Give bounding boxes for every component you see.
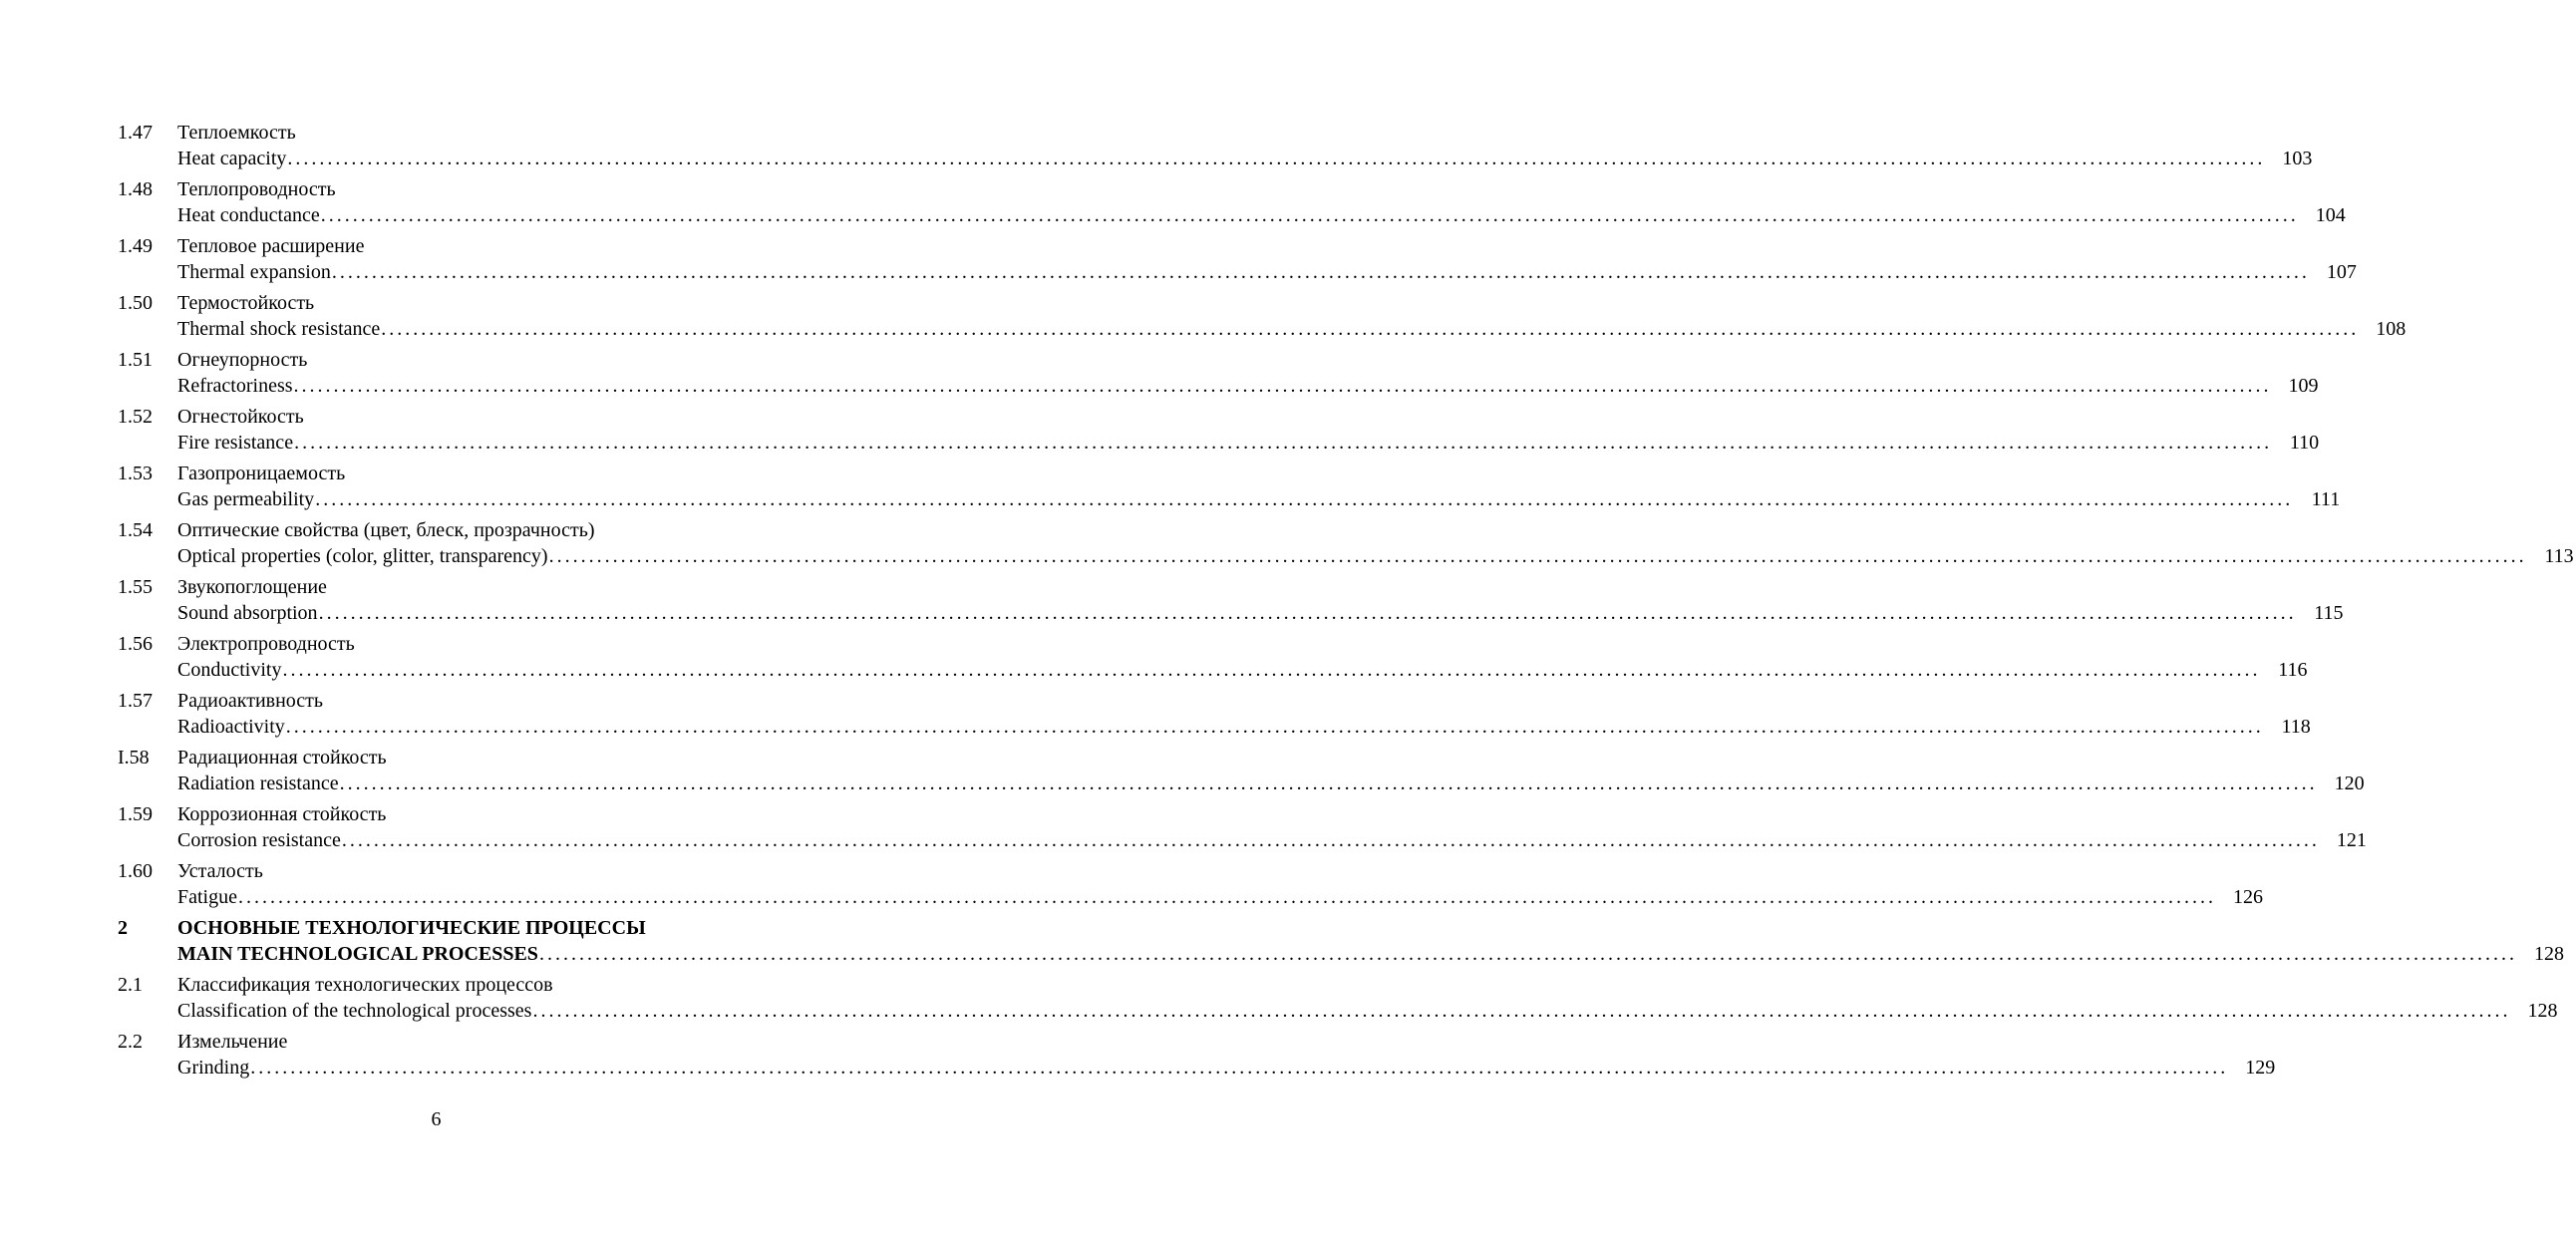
toc-entry[interactable] [118, 631, 2308, 683]
toc-entry-number: 1.47 [118, 122, 153, 144]
toc-chapter-page: 128 [2533, 943, 2564, 965]
toc-entry[interactable] [118, 858, 2263, 910]
toc-entry-page: 108 [2376, 318, 2407, 340]
toc-entry-title-ru: Огнестойкость [177, 406, 304, 428]
toc-entry-page: 129 [2245, 1057, 2276, 1079]
toc-entry-page: 120 [2334, 773, 2365, 794]
toc-entry[interactable] [118, 517, 2574, 569]
dot-leader [315, 486, 2293, 512]
toc-entry-number: 1.56 [118, 633, 153, 655]
toc-entry-title-en: Conductivity [177, 659, 282, 681]
toc-entry-title-en: Thermal expansion [177, 261, 331, 283]
toc-entry[interactable] [118, 461, 2341, 512]
toc-chapter-title-ru: ОСНОВНЫЕ ТЕХНОЛОГИЧЕСКИЕ ПРОЦЕССЫ [177, 917, 646, 939]
toc-chapter-title-en: MAIN TECHNOLOGICAL PROCESSES [177, 943, 538, 965]
toc-entry-title-en: Fatigue [177, 886, 237, 908]
toc-entry-title-ru: Радиационная стойкость [177, 747, 387, 769]
toc-entry-number: 1.50 [118, 292, 153, 314]
toc-entry-title-en: Fire resistance [177, 432, 294, 454]
toc-entry[interactable] [118, 233, 2357, 285]
toc-entry-title-ru: Термостойкость [177, 292, 315, 314]
dot-leader [342, 827, 2320, 853]
toc-entry-page: 118 [2281, 716, 2311, 738]
toc-entry[interactable] [118, 972, 2558, 1024]
toc-entry-title-ru: Теплоемкость [177, 122, 296, 144]
toc-entry-page: 116 [2278, 659, 2308, 681]
toc-entry-title-en: Classification of the technological processes [177, 1000, 532, 1022]
toc-entry[interactable] [118, 801, 2367, 853]
dot-leader [238, 884, 2216, 910]
toc-chapter-number: 2 [118, 917, 128, 939]
toc-entry-page: 121 [2336, 829, 2367, 851]
toc-entry-page: 104 [2315, 204, 2346, 226]
dot-leader [332, 259, 2310, 285]
toc-entry[interactable] [118, 290, 2407, 342]
toc-entry-page: 103 [2282, 148, 2313, 169]
toc-entry[interactable] [118, 404, 2320, 456]
dot-leader [549, 543, 2527, 569]
toc-entry-title-ru: Газопроницаемость [177, 463, 346, 484]
toc-entry-title-en: Thermal shock resistance [177, 318, 381, 340]
toc-entry-title-ru: Тепловое расширение [177, 235, 365, 257]
toc-entry[interactable] [118, 1029, 2276, 1081]
dot-leader [286, 714, 2264, 740]
toc-entry-title-en: Heat capacity [177, 148, 287, 169]
dot-leader [532, 998, 2510, 1024]
toc-entry-title-en: Radiation resistance [177, 773, 339, 794]
toc-entry-title-en: Sound absorption [177, 602, 318, 624]
toc-entry[interactable] [118, 176, 2346, 228]
table-of-contents [118, 120, 2574, 1085]
toc-entry-page: 111 [2311, 488, 2341, 510]
dot-leader [321, 202, 2299, 228]
toc-entry-number: 1.55 [118, 576, 153, 598]
toc-entry-title-en: Radioactivity [177, 716, 285, 738]
toc-entry-number: 1.54 [118, 519, 153, 541]
dot-leader [287, 146, 2265, 171]
toc-entry-title-ru: Теплопроводность [177, 178, 336, 200]
dot-leader [539, 941, 2517, 967]
toc-entry-title-ru: Огнеупорность [177, 349, 308, 371]
dot-leader [282, 657, 2260, 683]
toc-entry[interactable] [118, 688, 2311, 740]
toc-entry-title-en: Grinding [177, 1057, 250, 1079]
toc-entry-title-en: Corrosion resistance [177, 829, 341, 851]
toc-entry-page: 128 [2527, 1000, 2558, 1022]
toc-entry-number: 2.2 [118, 1031, 143, 1053]
toc-entry-number: 1.57 [118, 690, 153, 712]
dot-leader [319, 600, 2297, 626]
dot-leader [340, 771, 2318, 796]
toc-entry-number: 1.49 [118, 235, 153, 257]
toc-entry-title-ru: Классификация технологических процессов [177, 974, 553, 996]
toc-entry-number: I.58 [118, 747, 150, 769]
toc-entry-number: 1.60 [118, 860, 153, 882]
toc-entry[interactable] [118, 745, 2365, 796]
toc-chapter-entry[interactable] [118, 915, 2564, 967]
toc-entry-page: 109 [2288, 375, 2319, 397]
toc-entry-title-ru: Радиоактивность [177, 690, 324, 712]
toc-entry-title-ru: Звукопоглощение [177, 576, 327, 598]
toc-entry-page: 107 [2326, 261, 2357, 283]
toc-entry-page: 113 [2544, 545, 2574, 567]
toc-entry-number: 1.51 [118, 349, 153, 371]
toc-entry[interactable] [118, 574, 2344, 626]
toc-entry-title-ru: Электропроводность [177, 633, 355, 655]
toc-entry-number: 1.59 [118, 803, 153, 825]
toc-entry-title-en: Heat conductance [177, 204, 320, 226]
toc-entry-title-en: Gas permeability [177, 488, 315, 510]
dot-leader [294, 430, 2272, 456]
toc-entry-title-ru: Измельчение [177, 1031, 288, 1053]
dot-leader [294, 373, 2272, 399]
dot-leader [381, 316, 2359, 342]
toc-entry-number: 1.48 [118, 178, 153, 200]
toc-entry-number: 2.1 [118, 974, 143, 996]
toc-entry-title-en: Optical properties (color, glitter, transparency) [177, 545, 548, 567]
toc-entry-title-ru: Оптические свойства (цвет, блеск, прозрачность) [177, 519, 595, 541]
toc-entry-page: 110 [2289, 432, 2320, 454]
toc-entry-page: 126 [2233, 886, 2263, 908]
toc-entry-number: 1.52 [118, 406, 153, 428]
toc-entry[interactable] [118, 347, 2319, 399]
toc-entry[interactable] [118, 120, 2313, 171]
toc-entry-title-ru: Усталость [177, 860, 263, 882]
page-number: 6 [431, 1108, 442, 1130]
toc-entry-title-en: Refractoriness [177, 375, 293, 397]
toc-entry-title-ru: Коррозионная стойкость [177, 803, 387, 825]
dot-leader [250, 1055, 2228, 1081]
toc-entry-page: 115 [2314, 602, 2344, 624]
toc-entry-number: 1.53 [118, 463, 153, 484]
